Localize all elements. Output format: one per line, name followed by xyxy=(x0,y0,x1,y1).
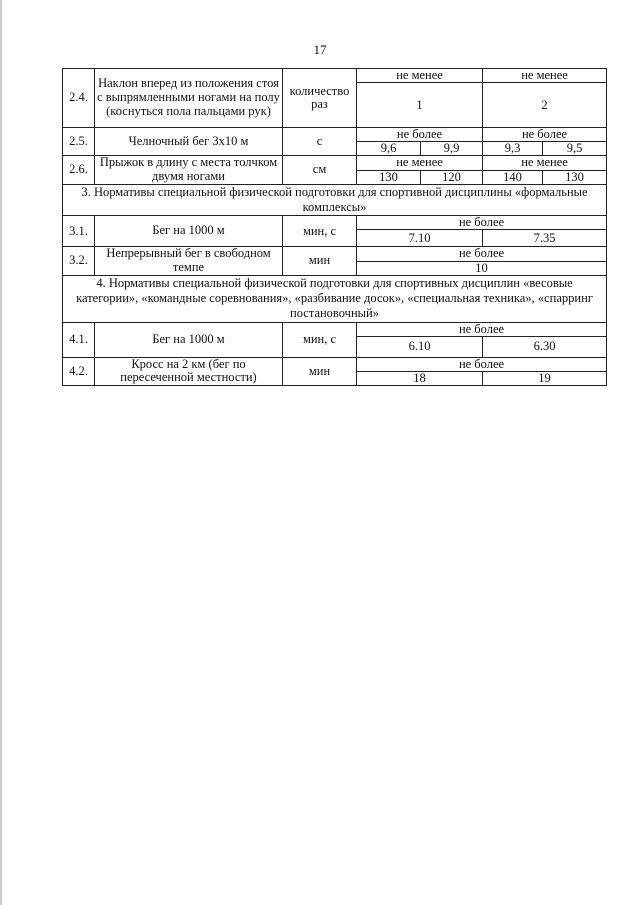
row-number: 2.5. xyxy=(63,128,95,156)
row-number: 3.2. xyxy=(63,247,95,276)
value-cell: 9,6 xyxy=(357,142,421,156)
criterion-cell: не более xyxy=(357,247,607,261)
unit-cell: мин xyxy=(283,357,357,386)
value-cell: 2 xyxy=(483,83,607,128)
criterion-cell: не более xyxy=(357,322,607,337)
value-cell: 9,5 xyxy=(543,142,607,156)
value-cell: 19 xyxy=(483,371,607,385)
table-row xyxy=(63,184,607,216)
unit-cell: мин, с xyxy=(283,322,357,357)
table-row xyxy=(63,216,607,230)
unit-cell: с xyxy=(283,128,357,156)
scan-edge xyxy=(0,0,2,905)
value-cell: 7.35 xyxy=(483,230,607,247)
page-number: 17 xyxy=(313,42,327,57)
exercise-name: Непрерывный бег в свободном темпе xyxy=(95,247,283,276)
section-heading: 3. Нормативы специальной физической подготовки для спортивной дисциплины «формальные комплексы» xyxy=(63,184,607,216)
table-row xyxy=(63,69,607,83)
unit-cell: количество раз xyxy=(283,69,357,128)
criterion-cell: не более xyxy=(483,128,607,142)
value-cell: 6.10 xyxy=(357,337,483,357)
criterion-cell: не менее xyxy=(357,69,483,83)
criterion-cell: не менее xyxy=(483,156,607,170)
table-row xyxy=(63,322,607,337)
row-number: 4.1. xyxy=(63,322,95,357)
row-number: 3.1. xyxy=(63,216,95,247)
exercise-name: Бег на 1000 м xyxy=(95,216,283,247)
value-cell: 130 xyxy=(357,170,421,184)
table-row xyxy=(63,247,607,261)
exercise-name: Наклон вперед из положения стоя с выпрямленными ногами на полу (коснуться пола пальцами рук) xyxy=(95,69,283,128)
unit-cell: мин, с xyxy=(283,216,357,247)
value-cell: 7.10 xyxy=(357,230,483,247)
norms-table xyxy=(62,68,607,386)
table-row xyxy=(63,128,607,142)
value-cell: 18 xyxy=(357,371,483,385)
value-cell: 140 xyxy=(483,170,543,184)
unit-cell: см xyxy=(283,156,357,185)
criterion-cell: не более xyxy=(357,216,607,230)
table-row xyxy=(63,357,607,371)
exercise-name: Кросс на 2 км (бег по пересеченной местности) xyxy=(95,357,283,386)
row-number: 2.6. xyxy=(63,156,95,185)
value-cell: 1 xyxy=(357,83,483,128)
table-row xyxy=(63,156,607,170)
row-number: 4.2. xyxy=(63,357,95,386)
value-cell: 6.30 xyxy=(483,337,607,357)
exercise-name: Прыжок в длину с места толчком двумя ногами xyxy=(95,156,283,185)
value-cell: 120 xyxy=(421,170,483,184)
value-cell: 9,9 xyxy=(421,142,483,156)
criterion-cell: не менее xyxy=(483,69,607,83)
exercise-name: Бег на 1000 м xyxy=(95,322,283,357)
unit-cell: мин xyxy=(283,247,357,276)
section-heading: 4. Нормативы специальной физической подготовки для спортивных дисциплин «весовые категории», «командные соревнования», «разбивание досок», «специальная техника», «спарринг постановочный» xyxy=(63,275,607,322)
value-cell: 10 xyxy=(357,261,607,275)
criterion-cell: не более xyxy=(357,357,607,371)
table-row xyxy=(63,275,607,322)
value-cell: 9,3 xyxy=(483,142,543,156)
row-number: 2.4. xyxy=(63,69,95,128)
criterion-cell: не более xyxy=(357,128,483,142)
exercise-name: Челночный бег 3х10 м xyxy=(95,128,283,156)
criterion-cell: не менее xyxy=(357,156,483,170)
value-cell: 130 xyxy=(543,170,607,184)
